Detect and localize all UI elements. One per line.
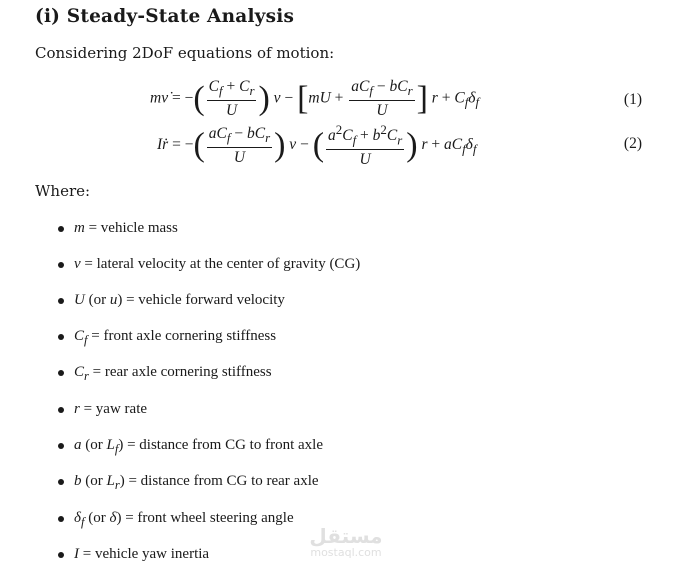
list-item: v = lateral velocity at the center of gravity (CG): [58, 256, 360, 273]
intro-text: Considering 2DoF equations of motion:: [35, 44, 335, 62]
definition-text: = front wheel steering angle: [125, 510, 294, 526]
bullet-icon: [58, 552, 64, 558]
equation-number-1: (1): [623, 91, 642, 108]
bullet-icon: [58, 298, 64, 304]
definition-text: = vehicle yaw inertia: [82, 546, 210, 562]
list-item: $C_r$ = rear axle cornering stiffness: [58, 364, 272, 384]
definition-text: = yaw rate: [83, 401, 148, 417]
bullet-icon: [58, 443, 64, 449]
list-item: m = vehicle mass: [58, 220, 178, 237]
list-item: b (or $L_r$) = distance from CG to rear axle: [58, 473, 319, 493]
watermark-latin: mostaql.com: [310, 546, 382, 559]
bullet-icon: [58, 479, 64, 485]
definition-text: = distance from CG to rear axle: [128, 473, 319, 489]
equation-2: Iṙ = −( $\frac{aC_f - bC_r}{U}$ ) ν − ( $\frac{a^2C_f + b^2C_r}{U}$ ) $r + aC_f\delta_f$: [157, 122, 477, 169]
equation-1: mν̇ = −( $\frac{C_f + C_r}{U}$ ) ν − [mU + $\frac{aC_f - bC_r}{U}$ ] $r + C_f\delta_f$: [150, 78, 480, 120]
definition-text: = vehicle forward velocity: [126, 292, 285, 308]
section-heading: (i) Steady-State Analysis: [35, 6, 295, 27]
list-item: r = yaw rate: [58, 401, 147, 418]
list-item: I = vehicle yaw inertia: [58, 546, 209, 563]
where-label: Where:: [35, 182, 91, 200]
definition-text: = distance from CG to front axle: [127, 437, 323, 453]
bullet-icon: [58, 516, 64, 522]
definition-text: = vehicle mass: [88, 220, 178, 236]
definition-text: = rear axle cornering stiffness: [92, 364, 272, 380]
bullet-icon: [58, 407, 64, 413]
list-item: $\delta_f$ (or δ) = front wheel steering angle: [58, 510, 294, 530]
watermark-arabic: مستقل: [309, 524, 383, 548]
definition-text: = front axle cornering stiffness: [91, 328, 277, 344]
bullet-icon: [58, 370, 64, 376]
list-item: U (or u) = vehicle forward velocity: [58, 292, 285, 309]
list-item: $C_f$ = front axle cornering stiffness: [58, 328, 276, 348]
definition-text: = lateral velocity at the center of gravity (CG): [84, 256, 361, 272]
equation-number-2: (2): [623, 135, 642, 152]
watermark: [296, 524, 396, 570]
bullet-icon: [58, 226, 64, 232]
list-item: a (or $L_f$) = distance from CG to front axle: [58, 437, 323, 457]
bullet-icon: [58, 262, 64, 268]
bullet-icon: [58, 334, 64, 340]
